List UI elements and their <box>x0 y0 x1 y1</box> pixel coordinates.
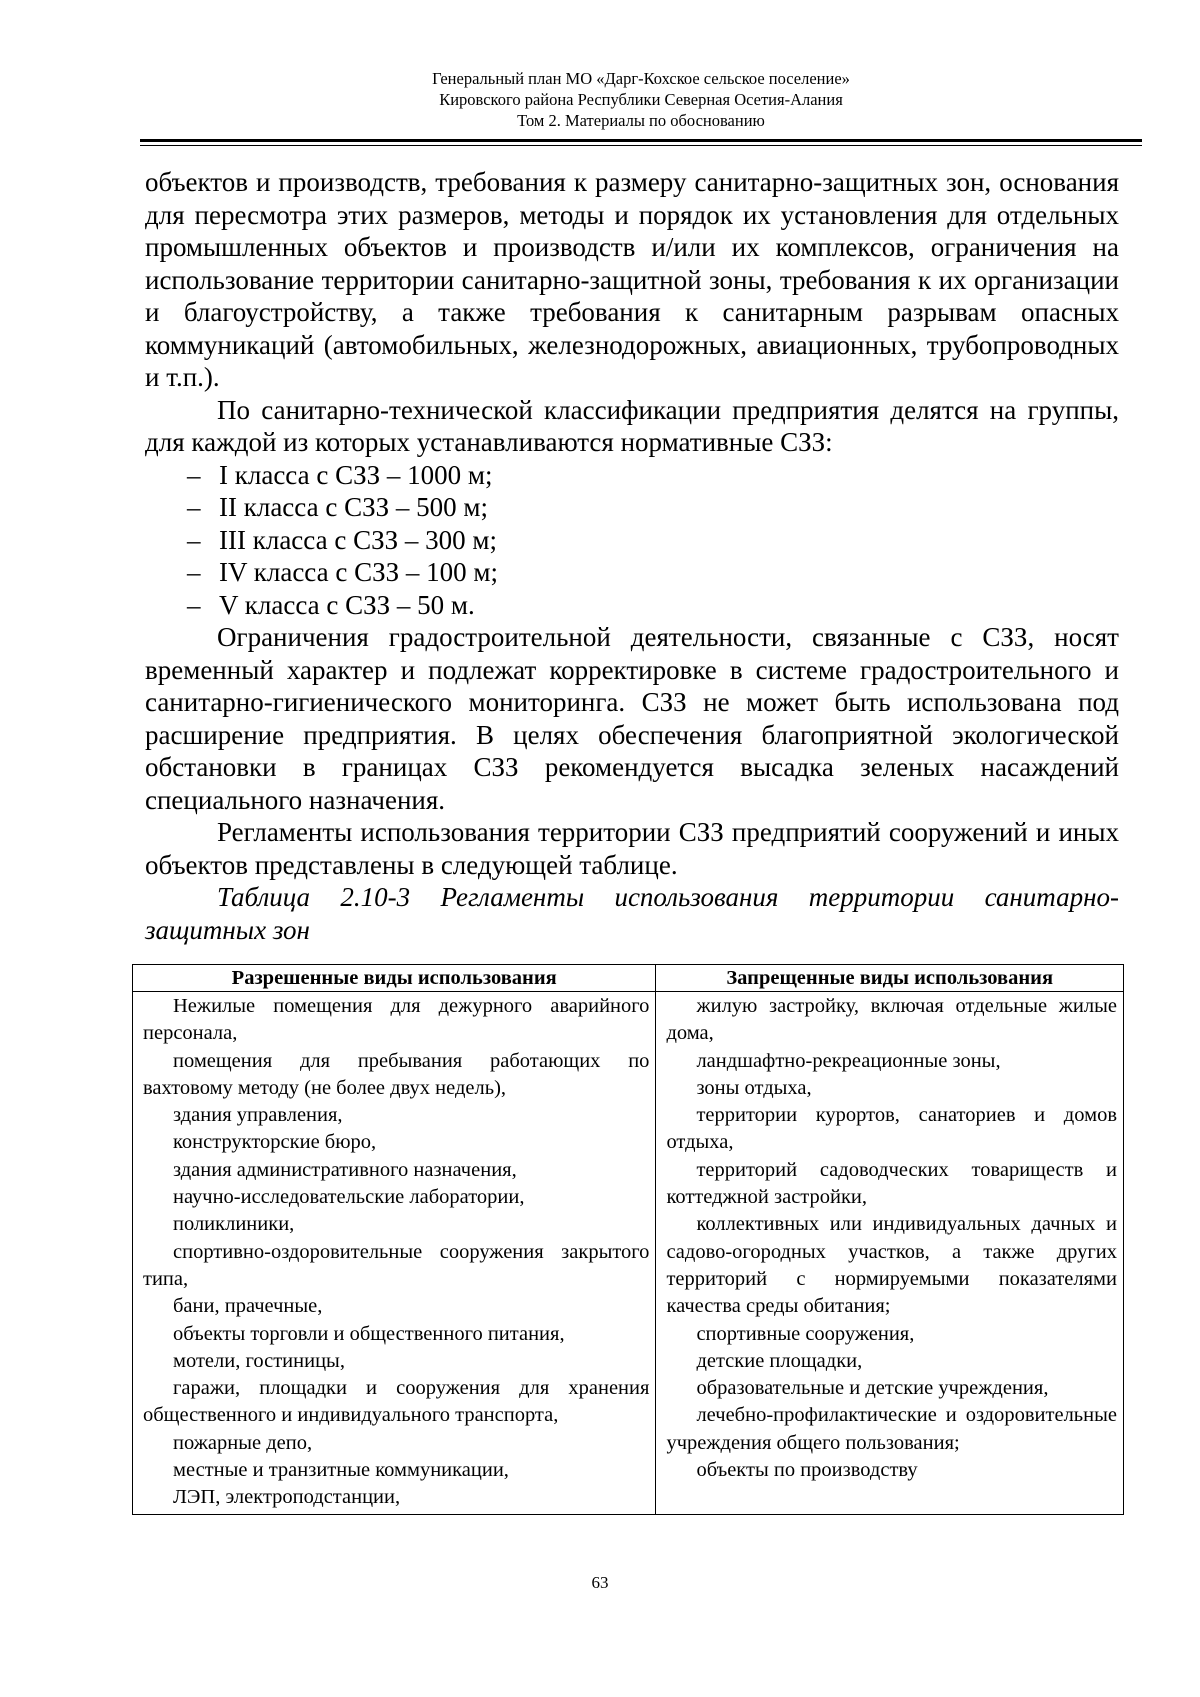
paragraph-4: Регламенты использования территории СЗЗ предприятий сооружений и иных объектов представлены в следующей таблице. <box>145 817 1119 880</box>
page-number: 63 <box>591 1573 609 1592</box>
table-header-row <box>133 965 1124 992</box>
dash-marker: – <box>187 492 201 522</box>
dash-marker: – <box>187 557 201 587</box>
allowed-item: спортивно-оздоровительные сооружения закрытого типа, <box>143 1240 650 1290</box>
paragraph-1: объектов и производств, требования к размеру санитарно-защитных зон, основания для пересмотра этих размеров, методы и порядок их установления для отдельных промышленных объектов и производств и/или их комплексов, ограничения на использование территории санитарно-защитной зоны, требования к их организации и благоустройству, а также требования к санитарным разрывам опасных коммуникаций (автомобильных, железнодорожных, авиационных, трубопроводных и т.п.). <box>145 167 1119 392</box>
table-caption: Таблица 2.10-3 Регламенты использования территории санитарно-защитных зон <box>145 882 1119 945</box>
allowed-item: гаражи, площадки и сооружения для хранения общественного и индивидуального транспорта, <box>143 1377 650 1427</box>
header-line-2: Кировского района Республики Северная Осетия-Алания <box>439 90 843 109</box>
list-item-text: V класса с СЗЗ – 50 м. <box>219 589 475 620</box>
allowed-item: научно-исследовательские лаборатории, <box>173 1186 525 1209</box>
header-line-1: Генеральный план МО «Дарг-Кохское сельское поселение» <box>432 69 850 88</box>
allowed-item: поликлиники, <box>173 1213 295 1236</box>
document-body <box>145 166 1119 946</box>
list-item <box>145 491 1119 524</box>
regulations-table <box>132 964 1124 1515</box>
header-rule-thick <box>140 139 1142 142</box>
allowed-item: помещения для пребывания работающих по вахтовому методу (не более двух недель), <box>143 1049 650 1099</box>
allowed-item: здания административного назначения, <box>173 1158 517 1181</box>
document-header <box>140 68 1142 131</box>
prohibited-item: жилую застройку, включая отдельные жилые дома, <box>666 995 1117 1045</box>
table-row <box>133 992 1124 1515</box>
prohibited-item: коллективных или индивидуальных дачных и садово-огородных участков, а также других территорий с нормируемыми показателями качества среды обитания; <box>666 1213 1117 1318</box>
allowed-item: Нежилые помещения для дежурного аварийного персонала, <box>143 995 650 1045</box>
prohibited-item: территорий садоводческих товариществ и коттеджной застройки, <box>666 1158 1117 1209</box>
allowed-item: бани, прачечные, <box>173 1295 323 1318</box>
list-item <box>145 556 1119 589</box>
prohibited-item: объекты по производству <box>696 1459 918 1482</box>
paragraph-2: По санитарно-технической классификации предприятия делятся на группы, для каждой из которых устанавливаются нормативные СЗЗ: <box>145 394 1119 457</box>
paragraph-3: Ограничения градостроительной деятельности, связанные с СЗЗ, носят временный характер и подлежат корректировке в системе градостроительного и санитарно-гигиенического мониторинга. СЗЗ не может быть использована под расширение предприятия. В целях обеспечения благоприятной экологической обстановки в границах СЗЗ рекомендуется высадка зеленых насаждений специального назначения. <box>145 622 1119 815</box>
dash-marker: – <box>187 589 201 620</box>
allowed-item: ЛЭП, электроподстанции, <box>173 1486 401 1509</box>
header-line-3: Том 2. Материалы по обоснованию <box>517 111 765 130</box>
allowed-item: конструкторские бюро, <box>173 1131 377 1154</box>
dash-marker: – <box>187 459 201 490</box>
allowed-item: пожарные депо, <box>173 1431 313 1454</box>
list-item-text: III класса с СЗЗ – 300 м; <box>219 524 497 555</box>
class-list <box>145 459 1119 622</box>
prohibited-item: ландшафтно-рекреационные зоны, <box>696 1049 1001 1072</box>
prohibited-item: детские площадки, <box>696 1349 863 1372</box>
allowed-item: здания управления, <box>173 1104 343 1127</box>
prohibited-item: образовательные и детские учреждения, <box>696 1377 1049 1400</box>
prohibited-item: спортивные сооружения, <box>696 1322 915 1345</box>
list-item <box>145 524 1119 557</box>
list-item <box>145 589 1119 622</box>
allowed-item: объекты торговли и общественного питания, <box>173 1322 565 1345</box>
list-item-text: I класса с СЗЗ – 1000 м; <box>219 459 493 490</box>
prohibited-item: территории курортов, санаториев и домов отдыха, <box>666 1104 1117 1154</box>
list-item-text: IV класса с СЗЗ – 100 м; <box>219 557 498 587</box>
prohibited-cell <box>656 992 1124 1515</box>
allowed-cell <box>133 992 656 1515</box>
allowed-item: местные и транзитные коммуникации, <box>173 1459 509 1482</box>
prohibited-item: лечебно-профилактические и оздоровительные учреждения общего пользования; <box>666 1404 1117 1454</box>
header-prohibited: Запрещенные виды использования <box>656 965 1124 992</box>
list-item-text: II класса с СЗЗ – 500 м; <box>219 492 488 522</box>
list-item <box>145 459 1119 492</box>
dash-marker: – <box>187 524 201 555</box>
header-allowed: Разрешенные виды использования <box>133 965 656 992</box>
header-rule-thin <box>140 145 1142 146</box>
prohibited-item: зоны отдыха, <box>696 1076 812 1099</box>
allowed-item: мотели, гостиницы, <box>173 1349 345 1372</box>
